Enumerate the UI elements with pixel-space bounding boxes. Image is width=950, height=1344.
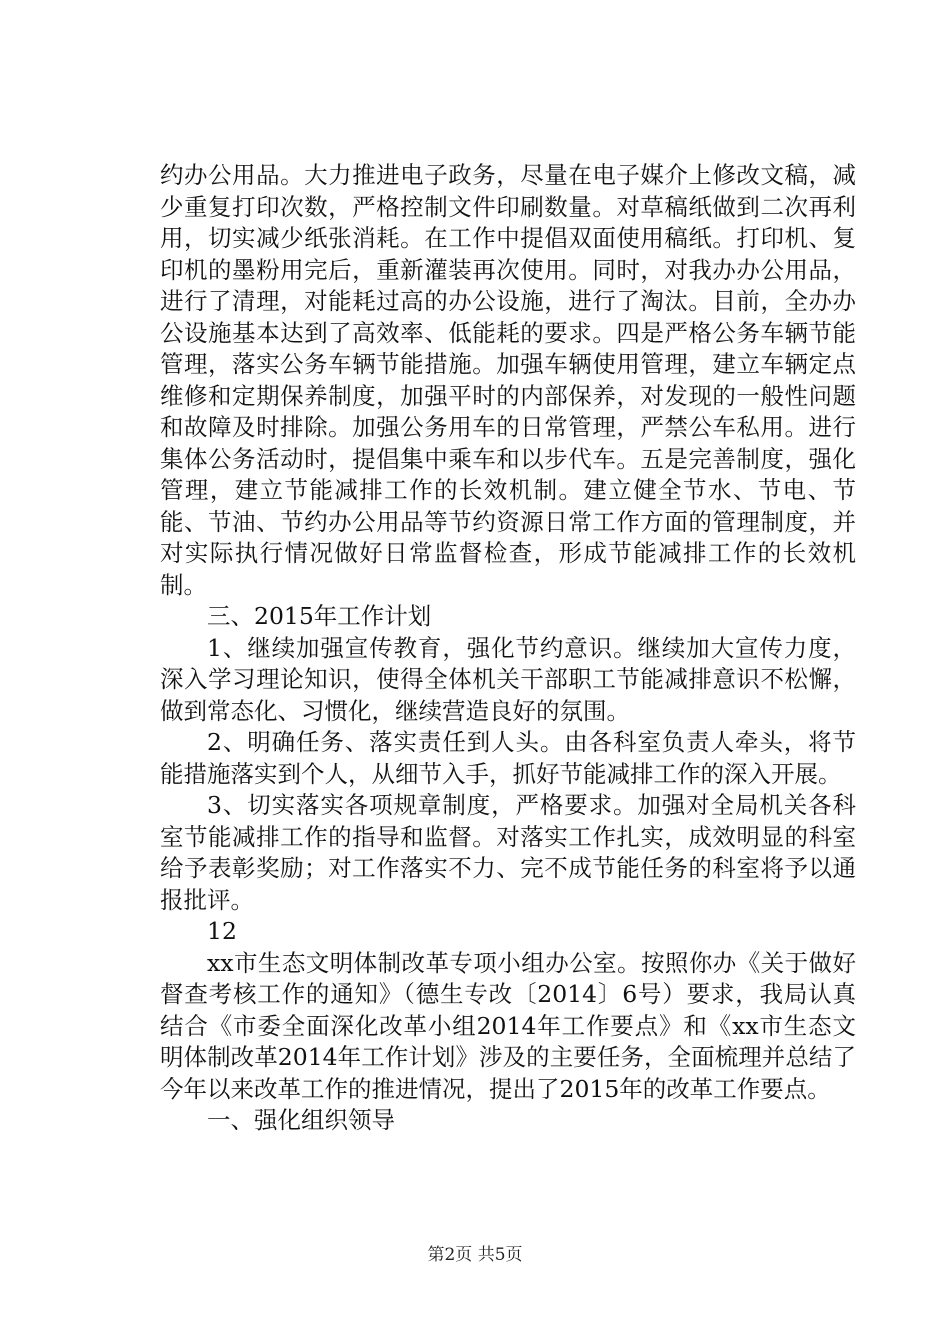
paragraph-plan-item-1: 1、继续加强宣传教育，强化节约意识。继续加大宣传力度，深入学习理论知识，使得全体机关干部职工节能减排意识不松懈，做到常态化、习惯化，继续营造良好的氛围。 — [160, 633, 856, 725]
paragraph-reform-report: xx市生态文明体制改革专项小组办公室。按照你办《关于做好督查考核工作的通知》（德生专改〔2014〕6号）要求，我局认真结合《市委全面深化改革小组2014年工作要点》和《xx市生态文明体制改革2014年工作计划》涉及的主要任务，全面梳理并总结了今年以来改革工作的推进情况，提出了2015年的改革工作要点。 — [160, 948, 856, 1103]
document-body — [160, 160, 856, 1137]
paragraph-plan-item-3: 3、切实落实各项规章制度，严格要求。加强对全局机关各科室节能减排工作的指导和监督。对落实工作扎实，成效明显的科室给予表彰奖励；对工作落实不力、完不成节能任务的科室将予以通报批评。 — [160, 791, 856, 914]
paragraph-plan-item-2: 2、明确任务、落实责任到人头。由各科室负责人牵头，将节能措施落实到个人，从细节入手，抓好节能减排工作的深入开展。 — [160, 728, 856, 788]
section-heading-plan-2015: 三、2015年工作计划 — [207, 602, 432, 630]
paragraph-1: 约办公用品。大力推进电子政务，尽量在电子媒介上修改文稿，减少重复打印次数，严格控制文件印刷数量。对草稿纸做到二次再利用，切实减少纸张消耗。在工作中提倡双面使用稿纸。打印机、复印机的墨粉用完后，重新灌装再次使用。同时，对我办办公用品，进行了清理，对能耗过高的办公设施，进行了淘汰。目前，全办办公设施基本达到了高效率、低能耗的要求。四是严格公务车辆节能管理，落实公务车辆节能措施。加强车辆使用管理，建立车辆定点维修和定期保养制度，加强平时的内部保养，对发现的一般性问题和故障及时排除。加强公务用车的日常管理，严禁公车私用。进行集体公务活动时，提倡集中乘车和以步代车。五是完善制度，强化管理，建立节能减排工作的长效机制。建立健全节水、节电、节能、节油、节约办公用品等节约资源日常工作方面的管理制度，并对实际执行情况做好日常监督检查，形成节能减排工作的长效机制。 — [160, 161, 856, 599]
section-heading-organization: 一、强化组织领导 — [207, 1106, 395, 1134]
paragraph-number-marker: 12 — [207, 917, 237, 945]
page-footer: 第2页 共5页 — [427, 1245, 523, 1265]
